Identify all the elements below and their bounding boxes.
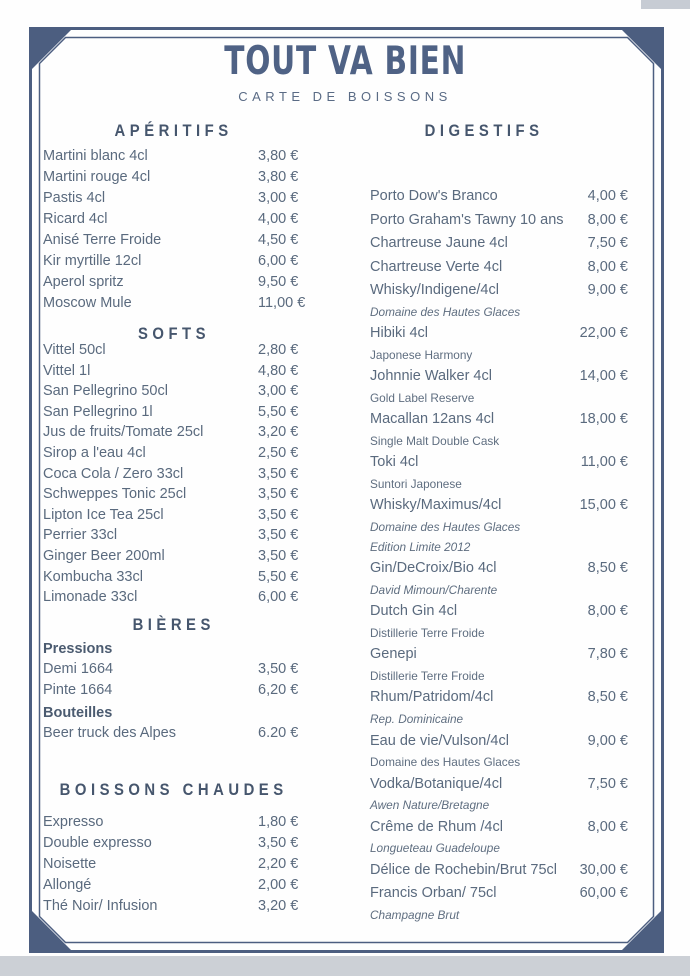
item-name: Allongé [43,877,92,893]
item-name: Demi 1664 [43,661,114,677]
item-name: Bouteilles [43,705,113,721]
item-name: David Mimoun/Charente [370,582,498,597]
menu-item [40,812,308,833]
item-price: 3,50 € [258,661,299,677]
item-price: 4,80 € [258,362,299,379]
item-name: Chartreuse Verte 4cl [370,258,503,275]
item-price: 8,00 € [587,603,628,620]
item-price: 9,00 € [587,282,628,298]
item-note [368,389,628,409]
sub-section-label [40,640,308,659]
item-name: Domaine des Hautes Glaces [370,755,521,770]
menu-item [40,546,308,567]
item-price: 3,50 € [258,506,299,523]
menu-item [40,402,308,423]
item-price: 6,20 € [258,682,299,698]
menu-item [40,525,308,546]
item-price: 11,00 € [580,454,628,471]
menu-item [368,279,628,303]
item-price: 8,00 € [587,818,628,835]
menu-item [368,643,628,667]
item-name: Porto Graham's Tawny 10 ans [370,211,564,228]
section-header-boissons-chaudes: BOISSONS CHAUDES [60,781,288,799]
item-name: Vittel 1l [43,362,91,379]
item-note [368,475,628,495]
item-price: 6,00 € [258,589,299,606]
item-name: Vodka/Botanique/4cl [370,775,503,792]
item-name: Martini blanc 4cl [43,148,148,164]
menu-item [40,146,308,167]
item-note [368,538,628,558]
item-name: Eau de vie/Vulson/4cl [370,732,509,749]
item-name: Pastis 4cl [43,190,106,206]
item-name: Hibiki 4cl [370,325,429,342]
item-name: Rep. Dominicaine [370,711,464,726]
menu-item [368,365,628,389]
menu-item [40,505,308,526]
item-note [368,906,628,926]
section-aperitifs [40,119,308,314]
item-price: 3,50 € [258,547,299,564]
item-name: Awen Nature/Bretagne [370,798,490,813]
item-price: 30,00 € [579,861,628,878]
menu-item [368,494,628,518]
item-price: 3,50 € [258,527,299,544]
item-price: 7,50 € [587,235,628,251]
menu-item [40,587,308,608]
item-name: Perrier 33cl [43,527,118,544]
item-name: Beer truck des Alpes [43,725,176,741]
item-price: 2,80 € [258,342,299,358]
sub-section-label [40,704,308,723]
item-name: Jus de fruits/Tomate 25cl [43,424,204,441]
item-price: 3,20 € [258,424,299,441]
item-price: 6.20 € [258,725,299,741]
menu-item [368,859,628,883]
item-price: 11,00 € [258,295,306,311]
item-price: 15,00 € [579,497,628,514]
section-header-aperitifs: APÉRITIFS [114,122,234,140]
menu-item [368,451,628,475]
menu-item [368,185,628,209]
item-price: 18,00 € [579,411,628,428]
item-name: Francis Orban/ 75cl [370,885,497,902]
item-price: 5,50 € [258,568,299,585]
menu-item [368,773,628,797]
menu-item [40,464,308,485]
item-price: 3,00 € [258,383,299,400]
item-name: Délice de Rochebin/Brut 75cl [370,861,557,878]
item-price: 8,00 € [587,211,628,228]
menu-item [368,322,628,346]
item-name: Toki 4cl [370,454,419,471]
item-price: 1,80 € [258,814,299,830]
item-price: 9,50 € [258,274,299,290]
item-price: 3,80 € [258,169,299,185]
page-title: TOUT VA BIEN [223,39,466,84]
menu-item [368,256,628,280]
item-name: Crême de Rhum /4cl [370,818,503,835]
item-name: Genepi [370,646,417,663]
menu-item [368,232,628,256]
item-note [368,667,628,687]
item-note [368,346,628,366]
item-note [368,839,628,859]
item-name: Martini rouge 4cl [43,169,151,185]
digestifs-list [368,185,628,925]
item-name: Vittel 50cl [43,342,106,358]
item-name: Limonade 33cl [43,589,138,606]
menu-item [40,209,308,230]
menu-item [40,230,308,251]
item-price: 6,00 € [258,253,299,269]
menu-item [40,567,308,588]
item-price: 8,50 € [587,560,628,577]
item-name: Rhum/Patridom/4cl [370,689,494,706]
item-name: Noisette [43,856,97,872]
item-name: Suntori Japonese [370,476,462,491]
menu-item [368,730,628,754]
item-price: 2,00 € [258,877,299,893]
item-note [368,624,628,644]
item-name: Pinte 1664 [43,682,113,698]
menu-item [40,381,308,402]
item-note [368,581,628,601]
menu-item [368,600,628,624]
menu-item [40,272,308,293]
menu-item [40,680,308,701]
item-price: 5,50 € [258,403,299,420]
menu-item [40,875,308,896]
item-name: Macallan 12ans 4cl [370,411,495,428]
menu-item [368,408,628,432]
item-price: 3,50 € [258,835,299,851]
menu-item [40,422,308,443]
item-name: Single Malt Double Cask [370,433,500,448]
item-price: 14,00 € [579,368,628,385]
section-header-digestifs: DIGESTIFS [424,122,544,140]
menu-item [40,443,308,464]
menu-item [40,833,308,854]
item-name: Gold Label Reserve [370,390,475,405]
menu-item [368,209,628,233]
section-header-softs: SOFTS [137,325,210,343]
item-name: Whisky/Indigene/4cl [370,282,499,298]
item-name: San Pellegrino 50cl [43,383,168,400]
item-name: Kombucha 33cl [43,568,143,585]
item-price: 3,00 € [258,190,299,206]
item-name: Ginger Beer 200ml [43,547,165,564]
item-name: Thé Noir/ Infusion [43,898,158,914]
item-name: Schweppes Tonic 25cl [43,486,187,503]
item-name: Distillerie Terre Froide [370,625,485,640]
menu-item [40,251,308,272]
item-name: Domaine des Hautes Glaces [370,519,521,534]
softs-list [40,340,308,608]
menu-item [40,723,308,744]
item-price: 3,80 € [258,148,299,164]
item-name: Anisé Terre Froide [43,232,162,248]
item-price: 3,50 € [258,465,299,482]
item-name: Domaine des Hautes Glaces [370,304,521,319]
bieres-list [40,640,308,744]
item-price: 4,00 € [258,211,299,227]
item-price: 4,50 € [258,232,299,248]
item-price: 7,50 € [587,775,628,792]
item-name: Expresso [43,814,104,830]
section-bieres [40,613,308,744]
item-price: 3,20 € [258,898,299,914]
menu-item [40,188,308,209]
item-price: 2,20 € [258,856,299,872]
item-name: Moscow Mule [43,295,132,311]
item-name: Coca Cola / Zero 33cl [43,465,184,482]
item-price: 60,00 € [579,885,628,902]
menu-header [0,39,690,104]
section-digestifs [368,119,628,925]
item-name: Pressions [43,641,113,657]
item-name: Edition Limite 2012 [370,539,471,554]
menu-item [368,816,628,840]
item-name: Dutch Gin 4cl [370,603,458,620]
item-price: 4,00 € [587,188,628,204]
item-name: Chartreuse Jaune 4cl [370,235,508,251]
aperitifs-list [40,146,308,314]
item-name: San Pellegrino 1l [43,403,153,420]
item-name: Champagne Brut [370,907,460,922]
menu-item [40,484,308,505]
item-price: 2,50 € [258,444,299,461]
section-softs [40,322,308,608]
item-price: 3,50 € [258,486,299,503]
item-note [368,303,628,323]
menu-item [368,686,628,710]
menu-item [368,557,628,581]
item-name: Porto Dow's Branco [370,188,498,204]
boissons-chaudes-list [40,812,308,917]
item-name: Distillerie Terre Froide [370,668,485,683]
item-name: Ricard 4cl [43,211,108,227]
menu-item [368,882,628,906]
item-note [368,796,628,816]
item-note [368,518,628,538]
section-header-bieres: BIÈRES [132,616,216,634]
section-boissons-chaudes [40,778,308,917]
page-subtitle: CARTE DE BOISSONS [238,89,452,104]
menu-item [40,659,308,680]
item-note [368,710,628,730]
item-name: Johnnie Walker 4cl [370,368,492,385]
item-name: Whisky/Maximus/4cl [370,497,502,514]
menu-item [40,167,308,188]
menu-item [40,361,308,382]
item-name: Kir myrtille 12cl [43,253,142,269]
item-name: Aperol spritz [43,274,124,290]
item-name: Sirop a l'eau 4cl [43,444,146,461]
item-note [368,753,628,773]
item-note [368,432,628,452]
item-price: 9,00 € [587,732,628,749]
menu-item [40,340,308,361]
item-name: Japonese Harmony [370,347,473,362]
item-name: Longueteau Guadeloupe [370,841,500,856]
item-name: Gin/DeCroix/Bio 4cl [370,560,497,577]
item-price: 22,00 € [579,325,628,342]
item-name: Double expresso [43,835,152,851]
menu-item [40,293,308,314]
menu-item [40,896,308,917]
item-price: 7,80 € [587,646,628,663]
menu-item [40,854,308,875]
item-price: 8,00 € [587,258,628,275]
item-price: 8,50 € [587,689,628,706]
item-name: Lipton Ice Tea 25cl [43,506,164,523]
